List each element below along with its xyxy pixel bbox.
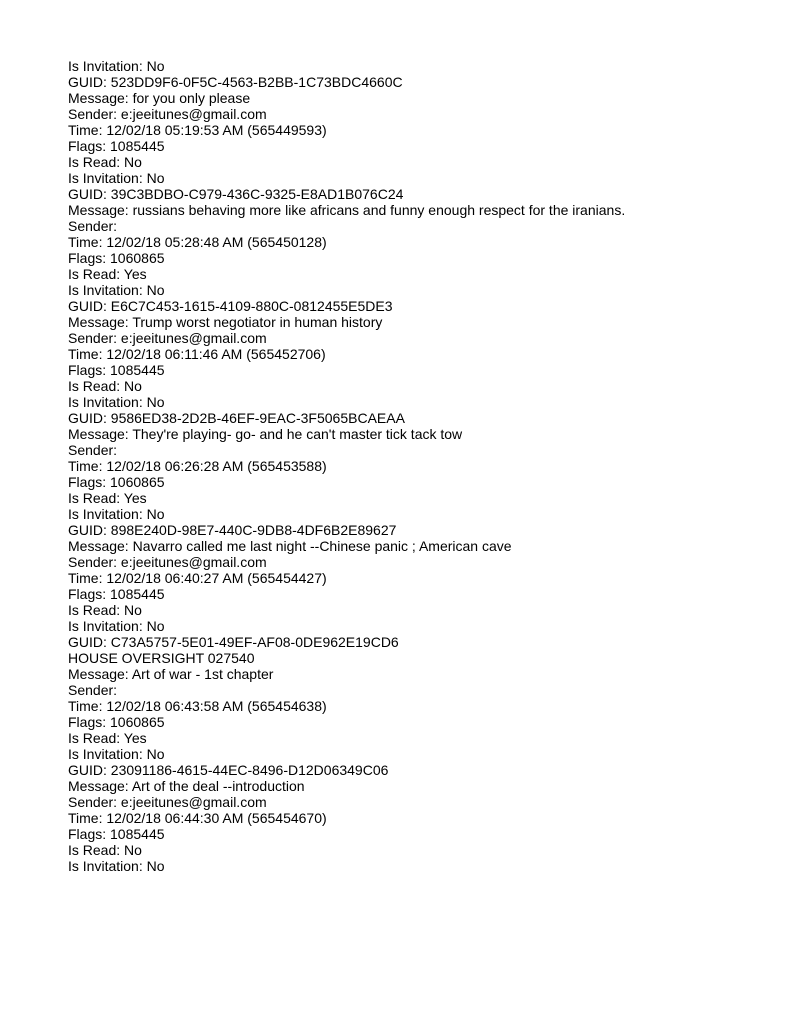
text-line: Message: russians behaving more like africans and funny enough respect for the iranians. [68, 202, 626, 218]
text-line: Sender: e:jeeitunes@gmail.com [68, 330, 267, 346]
text-line: Is Invitation: No [68, 506, 165, 522]
text-line: Flags: 1060865 [68, 474, 165, 490]
text-line: Flags: 1060865 [68, 250, 165, 266]
text-line: GUID: 9586ED38-2D2B-46EF-9EAC-3F5065BCAEAA [68, 410, 405, 426]
text-line: GUID: 23091186-4615-44EC-8496-D12D06349C06 [68, 762, 389, 778]
text-line: Time: 12/02/18 06:43:58 AM (565454638) [68, 698, 327, 714]
text-line: Message: Art of war - 1st chapter [68, 666, 274, 682]
text-line: Is Read: Yes [68, 730, 147, 746]
text-line: Sender: e:jeeitunes@gmail.com [68, 106, 267, 122]
text-line: Is Invitation: No [68, 618, 165, 634]
text-line: Sender: e:jeeitunes@gmail.com [68, 554, 267, 570]
text-line: GUID: 523DD9F6-0F5C-4563-B2BB-1C73BDC4660C [68, 74, 403, 90]
text-line: Time: 12/02/18 06:11:46 AM (565452706) [68, 346, 326, 362]
text-line: GUID: E6C7C453-1615-4109-880C-0812455E5DE3 [68, 298, 393, 314]
text-line: Flags: 1085445 [68, 362, 165, 378]
text-line: Sender: e:jeeitunes@gmail.com [68, 794, 267, 810]
text-line: Time: 12/02/18 06:44:30 AM (565454670) [68, 810, 327, 826]
text-line: Sender: [68, 442, 118, 458]
text-line: Time: 12/02/18 06:26:28 AM (565453588) [68, 458, 327, 474]
text-line: GUID: C73A5757-5E01-49EF-AF08-0DE962E19CD6 [68, 634, 399, 650]
text-line: Time: 12/02/18 05:19:53 AM (565449593) [68, 122, 327, 138]
message-log-document [68, 58, 688, 874]
text-line: Message: Trump worst negotiator in human history [68, 314, 383, 330]
text-line: Is Invitation: No [68, 394, 165, 410]
text-line: Time: 12/02/18 06:40:27 AM (565454427) [68, 570, 327, 586]
text-line: Message: They're playing- go- and he can't master tick tack tow [68, 426, 463, 442]
text-line: Sender: [68, 682, 118, 698]
text-line: GUID: 39C3BDBO-C979-436C-9325-E8AD1B076C24 [68, 186, 404, 202]
text-line: Flags: 1085445 [68, 586, 165, 602]
text-line: Flags: 1085445 [68, 826, 165, 842]
text-line: Is Invitation: No [68, 282, 165, 298]
text-line: Is Invitation: No [68, 170, 165, 186]
text-line: Flags: 1060865 [68, 714, 165, 730]
text-line: Is Invitation: No [68, 858, 165, 874]
text-line: Message: Art of the deal --introduction [68, 778, 305, 794]
text-line: Is Read: No [68, 842, 142, 858]
text-line: Is Invitation: No [68, 58, 165, 74]
text-line: Message: Navarro called me last night --Chinese panic ; American cave [68, 538, 512, 554]
text-line: Message: for you only please [68, 90, 251, 106]
text-line: Is Read: No [68, 378, 142, 394]
text-line: Flags: 1085445 [68, 138, 165, 154]
text-line: Is Read: Yes [68, 490, 147, 506]
text-line: HOUSE OVERSIGHT 027540 [68, 650, 255, 666]
text-line: Sender: [68, 218, 118, 234]
text-line: GUID: 898E240D-98E7-440C-9DB8-4DF6B2E89627 [68, 522, 397, 538]
text-line: Is Read: Yes [68, 266, 147, 282]
text-line: Is Invitation: No [68, 746, 165, 762]
text-line: Is Read: No [68, 154, 142, 170]
text-line: Is Read: No [68, 602, 142, 618]
text-line: Time: 12/02/18 05:28:48 AM (565450128) [68, 234, 327, 250]
